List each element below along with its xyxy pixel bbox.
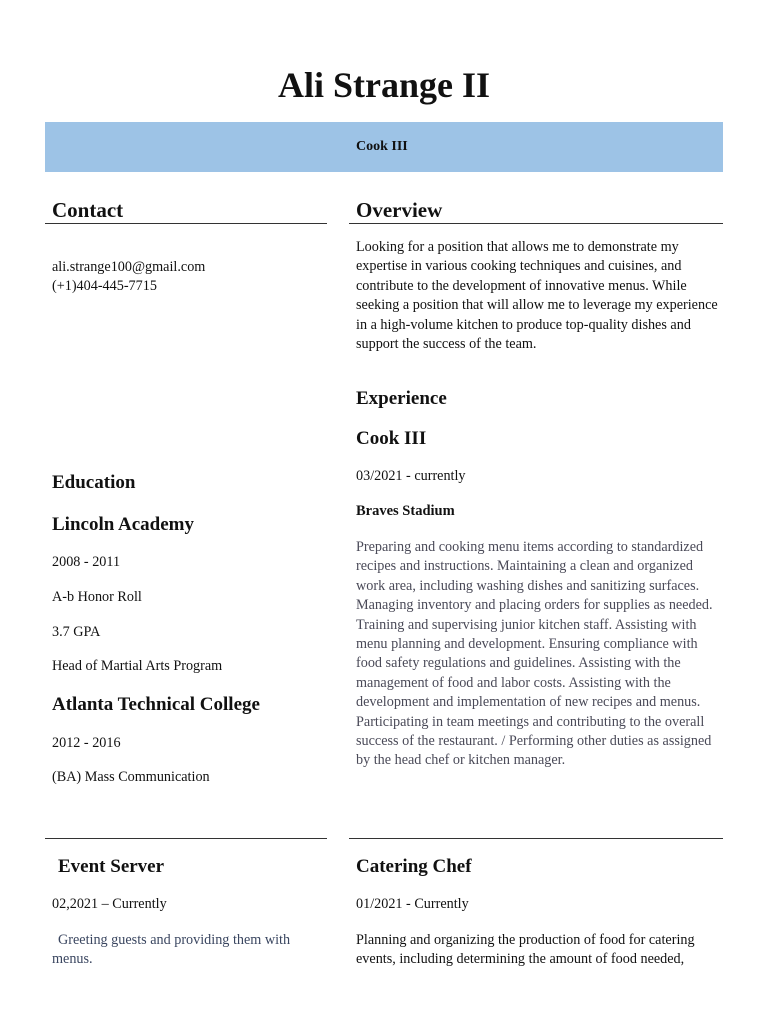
school-name: Lincoln Academy — [52, 514, 194, 535]
school-detail: A-b Honor Roll — [52, 589, 142, 605]
overview-divider — [349, 223, 723, 224]
section-divider — [349, 838, 723, 839]
school-detail: (BA) Mass Communication — [52, 769, 210, 785]
job-description: Planning and organizing the production of food for catering events, including determining the amount of food needed, — [356, 932, 695, 968]
job-title-heading: Cook III — [356, 428, 427, 449]
school-name: Atlanta Technical College — [52, 694, 260, 715]
school-dates: 2012 - 2016 — [52, 735, 121, 751]
contact-phone: (+1)404-445-7715 — [52, 278, 157, 294]
school-detail: 3.7 GPA — [52, 624, 101, 640]
job-dates: 03/2021 - currently — [356, 468, 466, 484]
overview-heading: Overview — [356, 198, 443, 222]
job-title: Cook III — [356, 139, 408, 154]
contact-heading: Contact — [52, 198, 124, 222]
school-dates: 2008 - 2011 — [52, 554, 121, 570]
job-employer: Braves Stadium — [356, 503, 455, 519]
job-title-heading: Event Server — [58, 856, 165, 877]
job-dates: 01/2021 - Currently — [356, 896, 469, 912]
overview-text: Looking for a position that allows me to demonstrate my expertise in various cooking techniques and cuisines, and contribute to the development of innovative menus. While seeking a position that will allow me to leverage my experience in a high-volume kitchen to produce top-quality dishes and support the success of the team. — [356, 239, 718, 353]
job-title-heading: Catering Chef — [356, 856, 472, 877]
job-description: Greeting guests and providing them with menus. — [52, 932, 291, 968]
job-description: Preparing and cooking menu items according to standardized recipes and instructions. Maintaining a clean and organized work area, including washing dishes and sanitizing surfaces. Managing inventory and placing orders for supplies as needed. Training and supervising junior kitchen staff. Assisting with menu planning and development. Ensuring compliance with food safety regulations and guidelines. Assisting with the management of food and labor costs. Assisting with the development and implementation of new recipes and menus. Participating in team meetings and contributing to the overall success of the restaurant. / Performing other duties as assigned by the head chef or kitchen manager. — [356, 539, 713, 769]
section-divider — [45, 838, 327, 839]
contact-divider — [45, 223, 327, 224]
experience-heading: Experience — [356, 388, 447, 409]
candidate-name: Ali Strange II — [277, 65, 490, 105]
contact-email: ali.strange100@gmail.com — [52, 259, 206, 275]
education-heading: Education — [52, 472, 136, 493]
job-dates: 02,2021 – Currently — [52, 896, 167, 912]
school-detail: Head of Martial Arts Program — [52, 658, 223, 674]
